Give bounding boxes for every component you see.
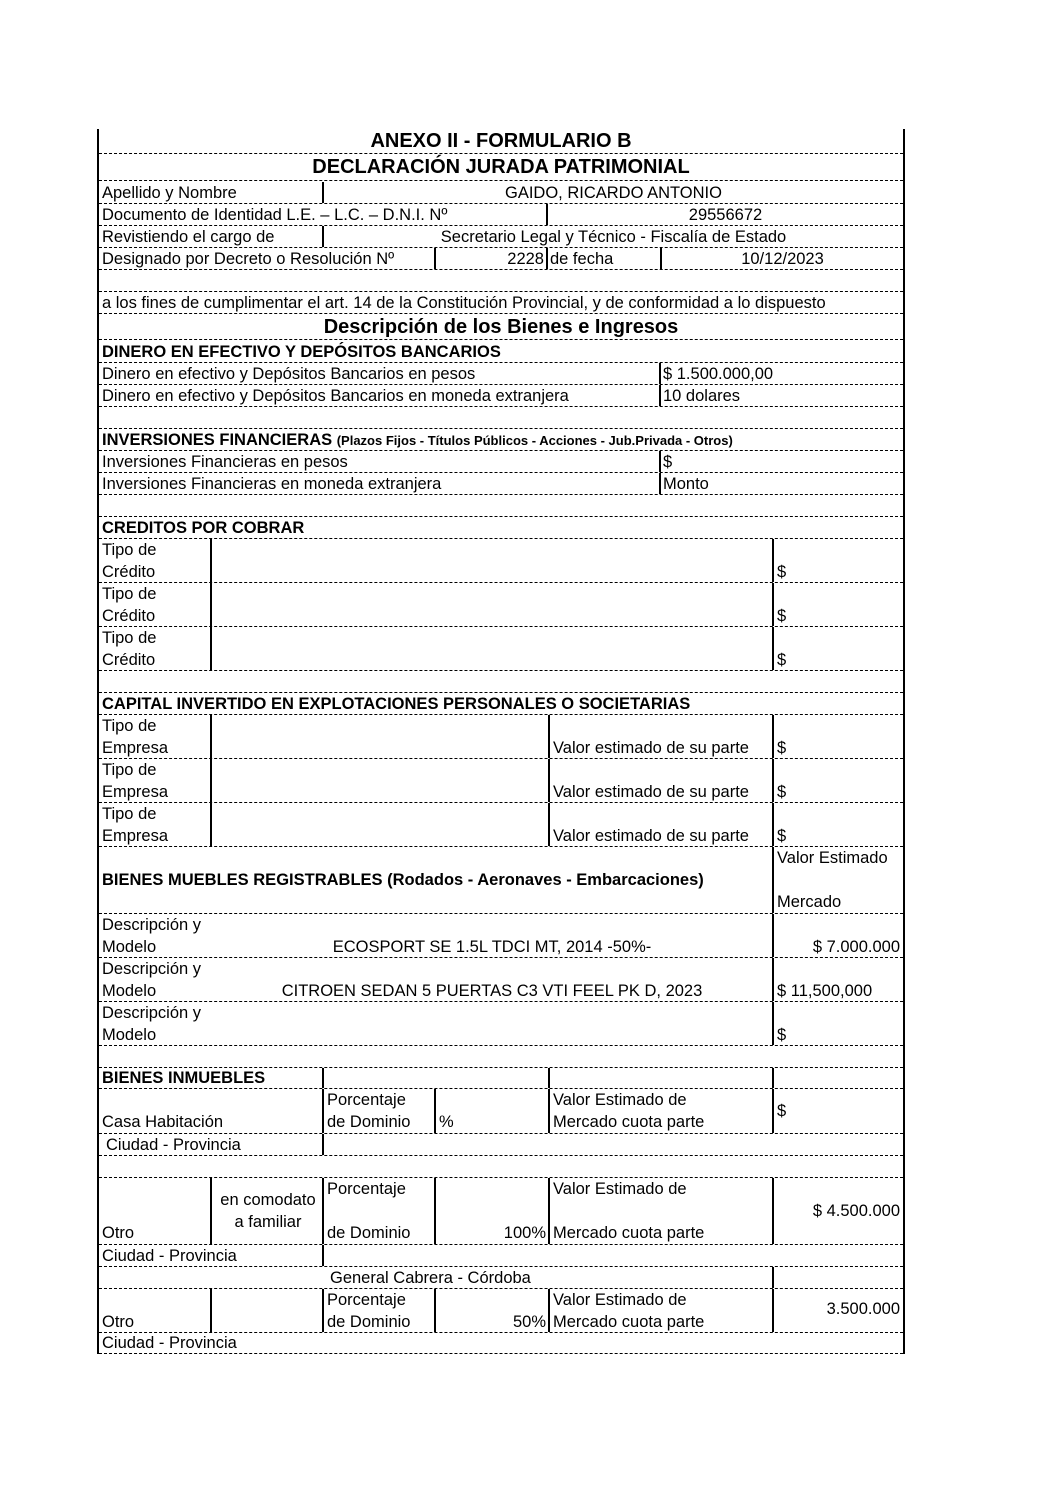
description-title-row bbox=[99, 314, 903, 340]
investments-foreign-value: Monto bbox=[663, 475, 709, 493]
spacer-row bbox=[99, 407, 903, 429]
credit-type-field[interactable] bbox=[210, 583, 772, 626]
document-row bbox=[99, 204, 903, 226]
credit-label-2: Crédito bbox=[102, 563, 156, 581]
decree-row bbox=[99, 248, 903, 270]
estimate-label: Valor estimado de su parte bbox=[553, 739, 749, 757]
movable-description: CITROEN SEDAN 5 PUERTAS C3 VTI FEEL PK D, 2023 bbox=[281, 982, 703, 1000]
estimate-label-2: Mercado cuota parte bbox=[553, 1113, 705, 1131]
city-label: Ciudad - Provincia bbox=[102, 1334, 237, 1352]
estimate-label: Valor estimado de su parte bbox=[553, 827, 749, 845]
otro-pct-label-cell bbox=[322, 1178, 436, 1244]
movable-label-1: Descripción y bbox=[102, 960, 202, 978]
estimate-label-cell bbox=[548, 759, 772, 802]
capital-label-2: Empresa bbox=[102, 827, 169, 845]
otro-city-field[interactable] bbox=[322, 1245, 903, 1266]
credit-value: $ bbox=[777, 563, 787, 581]
otro-note-1: en comodato bbox=[220, 1191, 316, 1209]
cash-pesos-row bbox=[99, 363, 903, 385]
estimate-label-1: Valor Estimado de bbox=[553, 1180, 687, 1198]
otro-value: $ 4.500.000 bbox=[812, 1202, 900, 1220]
capital-value: $ bbox=[777, 783, 787, 801]
real-estate-header-cell bbox=[772, 1068, 903, 1088]
capital-label-1: Tipo de bbox=[102, 717, 157, 735]
otro-city-row bbox=[99, 1245, 903, 1267]
investments-foreign-label: Inversiones Financieras en moneda extranjera bbox=[102, 475, 442, 493]
movable-description: ECOSPORT SE 1.5L TDCI MT, 2014 -50%- bbox=[332, 938, 652, 956]
real-estate-header-cell bbox=[548, 1068, 774, 1088]
movable-description-field[interactable] bbox=[212, 958, 772, 1001]
otro-city-value-end bbox=[772, 1267, 903, 1288]
movables-section-title: BIENES MUEBLES REGISTRABLES (Rodados - Aeronaves - Embarcaciones) bbox=[102, 871, 704, 889]
movable-value: $ 11,500,000 bbox=[777, 982, 873, 1000]
real-estate-section-title: BIENES INMUEBLES bbox=[102, 1069, 266, 1087]
company-type-field[interactable] bbox=[210, 803, 548, 846]
document-value: 29556672 bbox=[688, 206, 763, 224]
credit-type-field[interactable] bbox=[210, 539, 772, 582]
movable-label-2: Modelo bbox=[102, 938, 157, 956]
estimate-label-2: Mercado cuota parte bbox=[553, 1224, 705, 1242]
movable-label-2: Modelo bbox=[102, 982, 157, 1000]
otro-row bbox=[99, 1178, 903, 1245]
casa-value: $ bbox=[777, 1102, 787, 1120]
credit-value-field[interactable] bbox=[772, 583, 903, 626]
cargo-label: Revistiendo el cargo de bbox=[102, 228, 275, 246]
pct-label-1: Porcentaje bbox=[327, 1091, 406, 1109]
company-type-field[interactable] bbox=[210, 759, 548, 802]
estimate-label-cell bbox=[548, 803, 772, 846]
name-row bbox=[99, 182, 903, 204]
capital-label-1: Tipo de bbox=[102, 761, 157, 779]
cargo-row bbox=[99, 226, 903, 248]
statement-text: a los fines de cumplimentar el art. 14 de la Constitución Provincial, y de conformidad a lo dispuesto bbox=[102, 294, 826, 312]
spacer-row bbox=[99, 270, 903, 292]
investments-title-wrap bbox=[102, 430, 733, 451]
credit-label-2: Crédito bbox=[102, 651, 156, 669]
casa-estimate-label-cell bbox=[548, 1089, 772, 1133]
decree-label: Designado por Decreto o Resolución Nº bbox=[102, 250, 395, 268]
cash-foreign-row bbox=[99, 385, 903, 407]
movable-label-2: Modelo bbox=[102, 1026, 157, 1044]
real-estate-title-row bbox=[99, 1068, 903, 1089]
movable-value-field[interactable] bbox=[772, 914, 903, 957]
capital-row bbox=[99, 715, 903, 759]
title-row bbox=[99, 155, 903, 181]
cargo-value: Secretario Legal y Técnico - Fiscalía de Estado bbox=[440, 228, 787, 246]
name-cell[interactable] bbox=[322, 182, 903, 203]
movable-row bbox=[99, 914, 903, 958]
otro-note-2: a familiar bbox=[234, 1213, 302, 1231]
otro-estimate-label-cell bbox=[548, 1289, 772, 1332]
name-label: Apellido y Nombre bbox=[102, 184, 237, 202]
cash-section-title: DINERO EN EFECTIVO Y DEPÓSITOS BANCARIOS bbox=[102, 343, 501, 361]
capital-row bbox=[99, 803, 903, 847]
real-estate-header-cell bbox=[322, 1068, 550, 1088]
otro-pct-field[interactable] bbox=[434, 1178, 548, 1244]
credit-label-1: Tipo de bbox=[102, 585, 157, 603]
otro-city-row bbox=[99, 1333, 903, 1354]
otro-note-cell[interactable] bbox=[210, 1178, 324, 1244]
investments-foreign-row bbox=[99, 473, 903, 495]
company-type-field[interactable] bbox=[210, 715, 548, 758]
movable-label-1: Descripción y bbox=[102, 1004, 202, 1022]
page-title: DECLARACIÓN JURADA PATRIMONIAL bbox=[312, 156, 690, 178]
credit-value: $ bbox=[777, 651, 787, 669]
casa-city-field[interactable] bbox=[322, 1134, 903, 1155]
capital-title-row bbox=[99, 693, 903, 715]
otro-note-cell[interactable] bbox=[210, 1289, 324, 1332]
credit-type-field[interactable] bbox=[210, 627, 772, 670]
casa-pct-field[interactable] bbox=[434, 1089, 548, 1133]
annex-title: ANEXO II - FORMULARIO B bbox=[370, 130, 632, 152]
cash-pesos-label: Dinero en efectivo y Depósitos Bancarios en pesos bbox=[102, 365, 476, 383]
cash-foreign-value: 10 dolares bbox=[663, 387, 741, 405]
pct-label-1: Porcentaje bbox=[327, 1180, 406, 1198]
estimate-label-2: Mercado cuota parte bbox=[553, 1313, 705, 1331]
otro-value: 3.500.000 bbox=[826, 1300, 900, 1318]
statement-row bbox=[99, 292, 903, 314]
credit-label-2: Crédito bbox=[102, 607, 156, 625]
market-value-header bbox=[772, 847, 903, 913]
otro-value-field[interactable] bbox=[772, 1178, 903, 1244]
movable-value: $ 7.000.000 bbox=[812, 938, 900, 956]
movable-value-field[interactable] bbox=[772, 958, 903, 1001]
otro-row bbox=[99, 1289, 903, 1333]
credit-value: $ bbox=[777, 607, 787, 625]
spacer-row bbox=[99, 495, 903, 517]
otro-city-value-row bbox=[99, 1267, 903, 1289]
movable-value: $ bbox=[777, 1026, 787, 1044]
otro-value-field[interactable] bbox=[772, 1289, 903, 1332]
credits-section-title: CREDITOS POR COBRAR bbox=[102, 519, 305, 537]
casa-city-row bbox=[99, 1134, 903, 1156]
pct-label-2: de Dominio bbox=[327, 1113, 411, 1131]
casa-row bbox=[99, 1089, 903, 1134]
cash-foreign-label: Dinero en efectivo y Depósitos Bancarios en moneda extranjera bbox=[102, 387, 569, 405]
cargo-cell[interactable] bbox=[322, 226, 903, 247]
cash-pesos-value: $ 1.500.000,00 bbox=[663, 365, 774, 383]
capital-row bbox=[99, 759, 903, 803]
date-label-cell bbox=[546, 248, 660, 269]
cash-foreign-cell[interactable] bbox=[659, 385, 903, 406]
cash-pesos-cell[interactable] bbox=[659, 363, 903, 384]
investments-subtitle: (Plazos Fijos - Títulos Públicos - Acciones - Jub.Privada - Otros) bbox=[336, 433, 733, 448]
investments-pesos-label: Inversiones Financieras en pesos bbox=[102, 453, 348, 471]
date-label: de fecha bbox=[550, 250, 614, 268]
otro-pct-label-cell bbox=[322, 1289, 436, 1332]
pct-label-2: de Dominio bbox=[327, 1313, 411, 1331]
movable-label-1: Descripción y bbox=[102, 916, 202, 934]
otro-pct-value: 50% bbox=[512, 1313, 546, 1331]
capital-value-field[interactable] bbox=[772, 715, 903, 758]
capital-label-2: Empresa bbox=[102, 739, 169, 757]
credit-row bbox=[99, 539, 903, 583]
decree-value: 2228 bbox=[507, 250, 544, 268]
otro-pct-value: 100% bbox=[503, 1224, 546, 1242]
market-value-header-1: Valor Estimado bbox=[777, 849, 888, 867]
otro-city-value-cell[interactable] bbox=[322, 1267, 772, 1288]
movable-value-field[interactable] bbox=[772, 1002, 903, 1045]
city-label: Ciudad - Provincia bbox=[106, 1136, 241, 1154]
capital-value: $ bbox=[777, 739, 787, 757]
movables-header-row bbox=[99, 847, 903, 914]
capital-section-title: CAPITAL INVERTIDO EN EXPLOTACIONES PERSONALES O SOCIETARIAS bbox=[102, 695, 691, 713]
name-value: GAIDO, RICARDO ANTONIO bbox=[505, 184, 722, 202]
estimate-label-cell bbox=[548, 715, 772, 758]
market-value-header-2: Mercado bbox=[777, 893, 842, 911]
annex-row bbox=[99, 129, 903, 154]
otro-city-value: General Cabrera - Córdoba bbox=[330, 1269, 531, 1287]
capital-label-2: Empresa bbox=[102, 783, 169, 801]
casa-type: Casa Habitación bbox=[102, 1113, 224, 1131]
estimate-label-1: Valor Estimado de bbox=[553, 1091, 687, 1109]
date-cell[interactable] bbox=[660, 248, 903, 269]
otro-type: Otro bbox=[102, 1313, 135, 1331]
pct-label-2: de Dominio bbox=[327, 1224, 411, 1242]
investments-title-row bbox=[99, 429, 903, 451]
movable-description-field[interactable] bbox=[212, 914, 772, 957]
credit-row bbox=[99, 627, 903, 671]
investments-foreign-cell[interactable] bbox=[659, 473, 903, 494]
capital-value-field[interactable] bbox=[772, 803, 903, 846]
cash-title-row bbox=[99, 341, 903, 363]
capital-value-field[interactable] bbox=[772, 759, 903, 802]
casa-pct-label-cell bbox=[322, 1089, 436, 1133]
investments-pesos-row bbox=[99, 451, 903, 473]
otro-type: Otro bbox=[102, 1224, 135, 1242]
movable-row bbox=[99, 1002, 903, 1046]
spacer-row bbox=[99, 1046, 903, 1068]
declaration-form bbox=[97, 129, 905, 1354]
pct-label-1: Porcentaje bbox=[327, 1291, 406, 1309]
movable-row bbox=[99, 958, 903, 1002]
document-cell[interactable] bbox=[546, 204, 903, 225]
city-label: Ciudad - Provincia bbox=[102, 1247, 237, 1265]
capital-value: $ bbox=[777, 827, 787, 845]
movable-description-field[interactable] bbox=[212, 1002, 772, 1045]
otro-pct-field[interactable] bbox=[434, 1289, 548, 1332]
investments-pesos-value: $ bbox=[663, 453, 673, 471]
otro-estimate-label-cell bbox=[548, 1178, 772, 1244]
credit-row bbox=[99, 583, 903, 627]
spacer-row bbox=[99, 1156, 903, 1178]
capital-label-1: Tipo de bbox=[102, 805, 157, 823]
casa-pct-value: % bbox=[439, 1113, 454, 1131]
document-label: Documento de Identidad L.E. – L.C. – D.N.I. Nº bbox=[102, 206, 448, 224]
investments-pesos-cell[interactable] bbox=[659, 451, 903, 472]
investments-section-title: INVERSIONES FINANCIERAS bbox=[102, 431, 333, 449]
estimate-label: Valor estimado de su parte bbox=[553, 783, 749, 801]
description-title: Descripción de los Bienes e Ingresos bbox=[323, 316, 679, 338]
date-value: 10/12/2023 bbox=[741, 250, 824, 268]
credit-label-1: Tipo de bbox=[102, 541, 157, 559]
estimate-label-1: Valor Estimado de bbox=[553, 1291, 687, 1309]
casa-value-field[interactable] bbox=[772, 1089, 903, 1133]
decree-cell[interactable] bbox=[434, 248, 546, 269]
credit-value-field[interactable] bbox=[772, 627, 903, 670]
spacer-row bbox=[99, 671, 903, 693]
credit-label-1: Tipo de bbox=[102, 629, 157, 647]
credits-title-row bbox=[99, 517, 903, 539]
credit-value-field[interactable] bbox=[772, 539, 903, 582]
